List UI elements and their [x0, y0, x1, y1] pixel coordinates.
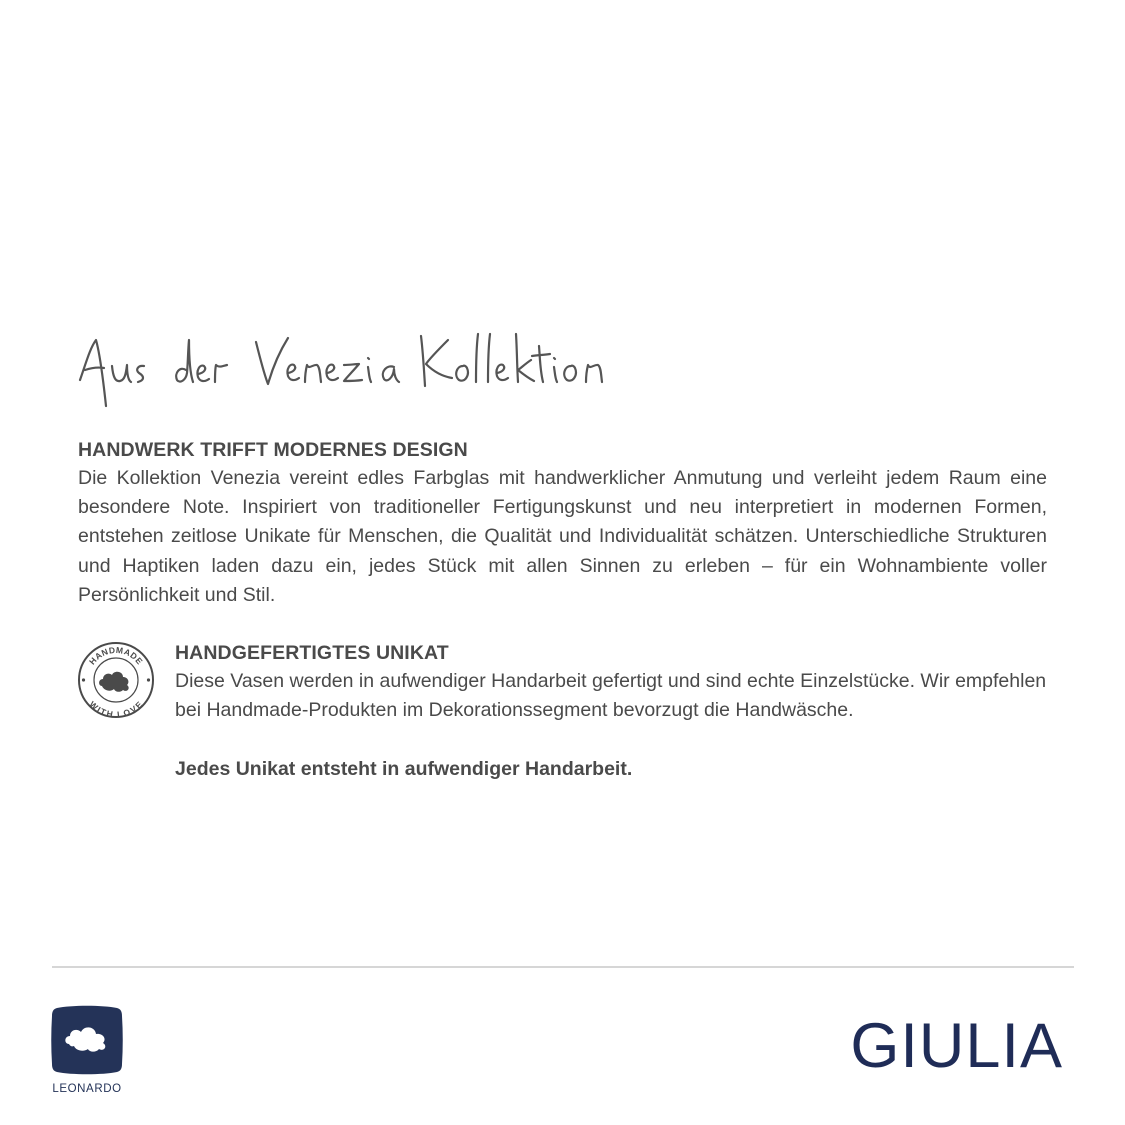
badge-top-text: HANDMADE: [87, 644, 145, 667]
footer-divider: [52, 966, 1074, 968]
badge-bottom-text: WITH LOVE: [87, 699, 145, 719]
intro-heading: HANDWERK TRIFFT MODERNES DESIGN: [78, 439, 468, 461]
script-title-artwork: [76, 318, 636, 418]
script-title: [76, 318, 636, 418]
cloud-icon: [51, 1004, 123, 1076]
unikat-heading: HANDGEFERTIGTES UNIKAT: [175, 642, 449, 664]
unikat-emphasis: Jedes Unikat entsteht in aufwendiger Handarbeit.: [175, 758, 633, 781]
handmade-badge: [77, 641, 155, 719]
unikat-section: [175, 639, 1055, 783]
leonardo-logo: [51, 1004, 123, 1076]
unikat-text: Diese Vasen werden in aufwendiger Handarbeit gefertigt und sind echte Einzelstücke. Wir empfehlen bei Handmade-Produkten im Dekorationssegment bevorzugt die Handwäsche.: [175, 670, 1047, 722]
brand-name: GIULIA: [850, 1011, 1063, 1081]
intro-text: Die Kollektion Venezia vereint edles Farbglas mit handwerklicher Anmutung und verleiht jedem Raum eine besondere Note. Inspiriert von traditioneller Fertigungskunst und neu interpretiert in modernen Formen, entstehen zeitlose Unikate für Menschen, die Qualität und Individualität schätzen. Unterschiedliche Strukturen und Haptiken laden dazu ein, jedes Stück mit allen Sinnen zu erleben – für ein Wohnambiente voller Persönlichkeit und Stil.: [78, 467, 1047, 606]
handmade-badge-icon: [77, 641, 155, 719]
logo-caption: LEONARDO: [52, 1083, 122, 1095]
intro-section: [78, 436, 1047, 610]
